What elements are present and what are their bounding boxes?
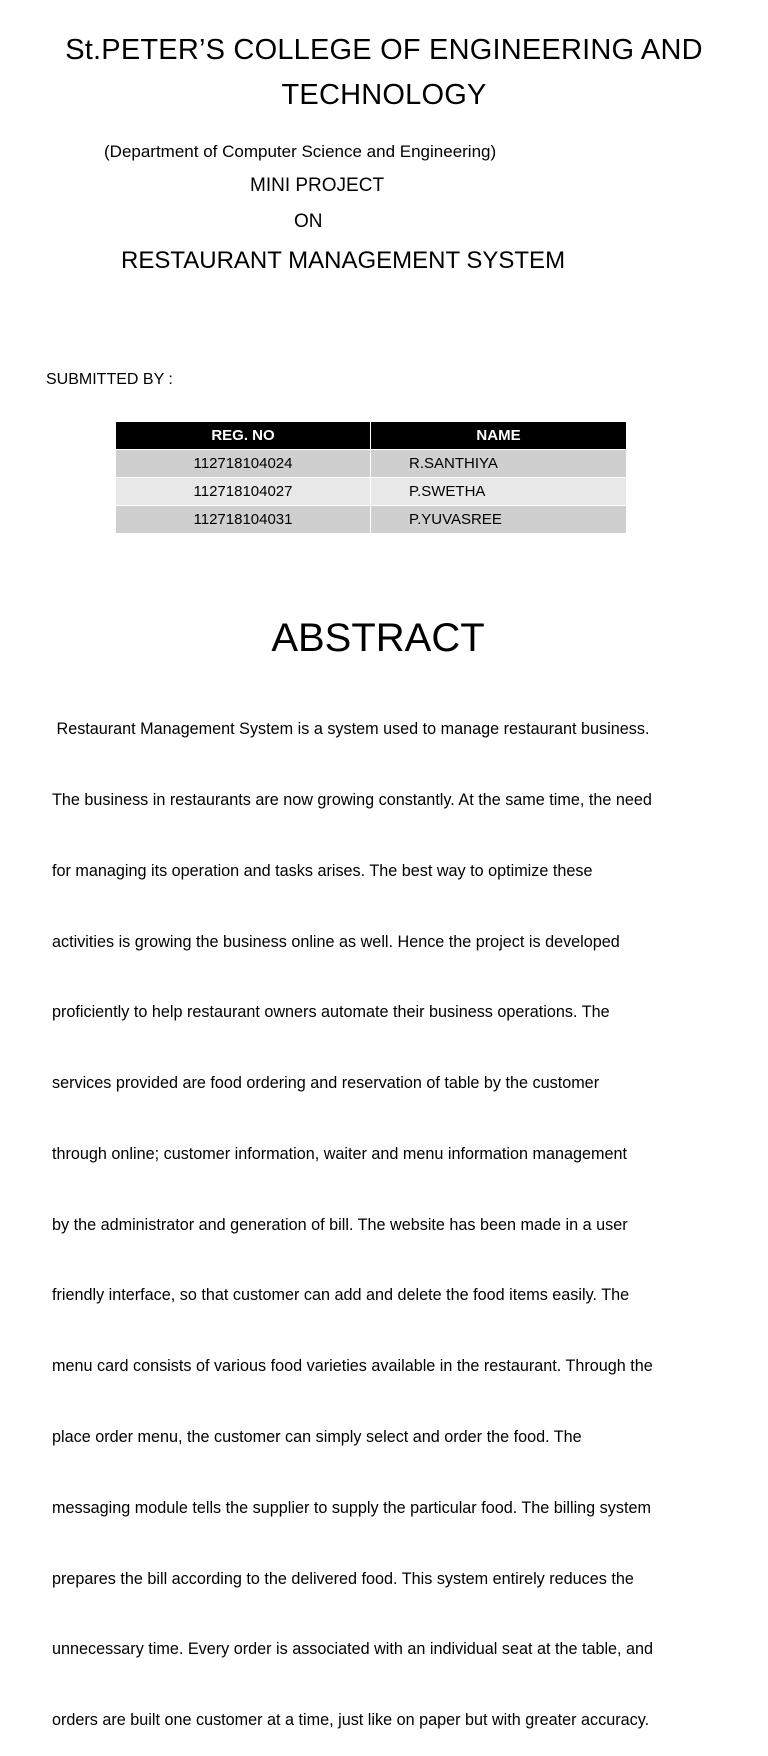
- reg-no-cell: 112718104027: [116, 478, 371, 506]
- abstract-line: messaging module tells the supplier to supply the particular food. The billing system: [52, 1498, 651, 1517]
- submitted-by-label: SUBMITTED BY :: [46, 371, 173, 388]
- reg-no-cell: 112718104031: [116, 506, 371, 534]
- abstract-body: [52, 671, 742, 1756]
- project-title: RESTAURANT MANAGEMENT SYSTEM: [121, 247, 566, 274]
- mini-project-label: MINI PROJECT: [250, 175, 385, 196]
- abstract-line: proficiently to help restaurant owners automate their business operations. The: [52, 1003, 610, 1022]
- abstract-line: activities is growing the business online as well. Hence the project is developed: [52, 932, 620, 951]
- name-cell: P.SWETHA: [371, 478, 627, 506]
- department-label: (Department of Computer Science and Engineering): [104, 142, 497, 161]
- abstract-line: through online; customer information, waiter and menu information management: [52, 1144, 627, 1163]
- name-cell: P.YUVASREE: [371, 506, 627, 534]
- table-row: [116, 450, 627, 478]
- name-cell: R.SANTHIYA: [371, 450, 627, 478]
- reg-no-cell: 112718104024: [116, 450, 371, 478]
- abstract-line: unnecessary time. Every order is associated with an individual seat at the table, and: [52, 1640, 654, 1659]
- college-title-line-1: St.PETER’S COLLEGE OF ENGINEERING AND: [65, 34, 703, 66]
- column-header-reg-no: REG. NO: [116, 422, 371, 450]
- on-label: ON: [294, 211, 323, 232]
- abstract-line: by the administrator and generation of bill. The website has been made in a user: [52, 1215, 628, 1234]
- abstract-line: prepares the bill according to the delivered food. This system entirely reduces the: [52, 1569, 634, 1588]
- table-header-row: [116, 422, 627, 450]
- abstract-line: Restaurant Management System is a system used to manage restaurant business.: [52, 720, 650, 739]
- abstract-line: The business in restaurants are now growing constantly. At the same time, the need: [52, 790, 652, 809]
- college-title: [40, 28, 728, 118]
- abstract-line: menu card consists of various food varieties available in the restaurant. Through the: [52, 1357, 653, 1376]
- abstract-line: place order menu, the customer can simply select and order the food. The: [52, 1428, 582, 1446]
- abstract-line: services provided are food ordering and reservation of table by the customer: [52, 1074, 600, 1093]
- table-row: [116, 478, 627, 506]
- college-title-line-2: TECHNOLOGY: [281, 79, 487, 111]
- abstract-line: friendly interface, so that customer can add and delete the food items easily. The: [52, 1286, 630, 1305]
- column-header-name: NAME: [371, 422, 627, 450]
- abstract-line: for managing its operation and tasks arises. The best way to optimize these: [52, 861, 593, 880]
- abstract-line: orders are built one customer at a time, just like on paper but with greater accuracy.: [52, 1711, 650, 1730]
- students-table: [116, 422, 627, 534]
- table-row: [116, 506, 627, 534]
- abstract-heading: ABSTRACT: [271, 616, 485, 660]
